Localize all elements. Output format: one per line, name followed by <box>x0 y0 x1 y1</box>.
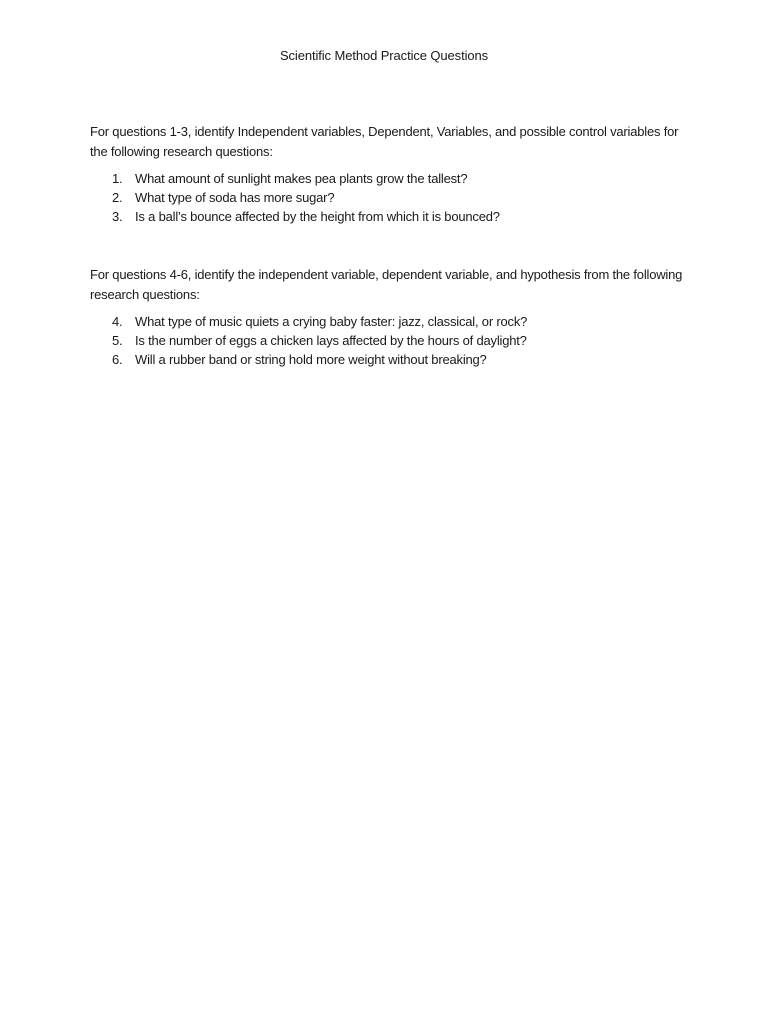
question-number: 3. <box>112 208 123 224</box>
question-text: Is a ball’s bounce affected by the height from which it is bounced? <box>135 208 500 224</box>
section-2-instructions: For questions 4-6, identify the independent variable, dependent variable, and hypothesis from the following research questions: <box>90 267 683 302</box>
question-number: 2. <box>112 189 123 205</box>
question-number: 1. <box>112 171 123 186</box>
question-section-2 <box>90 265 690 369</box>
question-item <box>90 313 690 332</box>
question-item <box>90 208 690 227</box>
question-item <box>90 351 690 370</box>
question-number: 4. <box>112 314 123 329</box>
section-2-question-list <box>90 313 690 369</box>
question-section-1 <box>90 122 690 226</box>
question-text: What type of music quiets a crying baby faster: jazz, classical, or rock? <box>135 314 528 329</box>
question-item <box>90 170 690 189</box>
question-number: 5. <box>112 332 123 348</box>
section-1-question-list <box>90 170 690 226</box>
question-text: Will a rubber band or string hold more weight without breaking? <box>135 351 487 367</box>
question-item <box>90 189 690 208</box>
question-text: What type of soda has more sugar? <box>135 189 335 205</box>
question-text: Is the number of eggs a chicken lays affected by the hours of daylight? <box>135 332 527 348</box>
document-title: Scientific Method Practice Questions <box>279 48 489 63</box>
question-item <box>90 332 690 351</box>
question-text: What amount of sunlight makes pea plants grow the tallest? <box>135 171 468 186</box>
section-1-instructions: For questions 1-3, identify Independent variables, Dependent, Variables, and possible control variables for the following research questions: <box>90 124 679 159</box>
question-number: 6. <box>112 351 123 367</box>
